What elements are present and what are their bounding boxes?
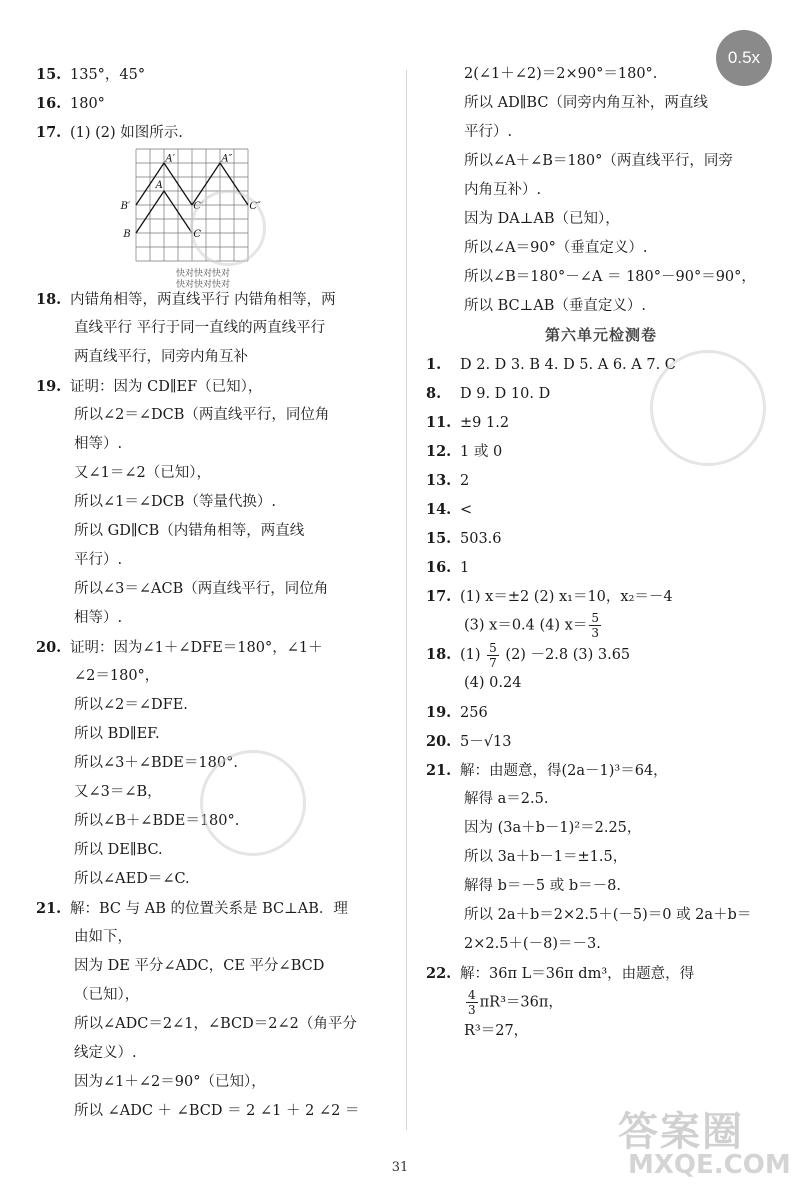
answer-item (36, 633, 392, 662)
fraction: $\frac{5}{7}$ (489, 640, 497, 670)
answer-line (36, 1068, 392, 1097)
answer-item (36, 285, 392, 314)
item-text: 由如下， (74, 929, 132, 945)
point-label: B′ (120, 201, 131, 213)
answer-item (36, 894, 392, 923)
item-text: 因为 (3a＋b－1)²＝2.25， (464, 820, 642, 836)
item-text: 180° (70, 96, 105, 112)
item-text: 内错角相等，两直线平行 内错角相等，两 (70, 292, 336, 308)
item-text: 所以∠B＝180°－∠A ＝ 180°－90°＝90°， (464, 269, 756, 285)
item-number: 11. (426, 414, 452, 431)
answer-line (426, 1017, 776, 1046)
answer-line (426, 814, 776, 843)
answer-line (426, 988, 776, 1017)
watermark-stamp (200, 750, 306, 856)
item-text: 解：36π L＝36π dm³，由题意，得 (460, 966, 695, 982)
point-label: A″ (221, 153, 233, 165)
item-text: 又∠3＝∠B， (74, 784, 162, 800)
item-text: (1) x＝±2 (2) x₁＝10，x₂＝－4 (460, 589, 673, 605)
answer-line (36, 836, 392, 865)
answer-line (426, 669, 776, 698)
item-text: < (460, 502, 473, 518)
answer-line (36, 981, 392, 1010)
item-text: 135°，45° (70, 67, 146, 83)
item-text: 又∠1＝∠2（已知）， (74, 465, 211, 481)
item-text: 解得 b＝－5 或 b＝－8. (464, 878, 621, 894)
answer-line (426, 611, 776, 640)
answer-line (426, 843, 776, 872)
item-text: 所以 AD∥BC（同旁内角互补，两直线 (464, 95, 708, 111)
item-text: 两直线平行，同旁内角互补 (74, 349, 248, 365)
answer-line (36, 575, 392, 604)
answer-line (36, 430, 392, 459)
answer-line (426, 785, 776, 814)
item-text: 线定义）. (74, 1045, 137, 1061)
item-number: 20. (36, 639, 62, 656)
answer-line (426, 205, 776, 234)
item-text: 解：由题意，得(2a－1)³＝64， (460, 763, 668, 779)
answer-item (426, 959, 776, 988)
item-text: 内角互补）. (464, 182, 542, 198)
answer-line (36, 1097, 392, 1126)
item-text: （已知）， (74, 987, 140, 1003)
answer-item (36, 60, 392, 89)
item-text: 2(∠1＋∠2)＝2×90°＝180°. (464, 66, 658, 82)
item-text: 所以 BD∥EF. (74, 726, 160, 742)
answer-item (426, 553, 776, 582)
point-label: C″ (249, 201, 261, 213)
item-number: 15. (426, 530, 452, 547)
item-text: (1) (2) 如图所示. (70, 125, 183, 141)
item-number: 14. (426, 501, 452, 518)
answer-line (36, 343, 392, 372)
item-text: 证明：因为 CD∥EF（已知）， (70, 379, 263, 395)
item-text: (3) x＝0.4 (4) x＝ (464, 617, 588, 634)
answer-line (36, 662, 392, 691)
answer-line (426, 89, 776, 118)
item-text: 证明：因为∠1＋∠DFE＝180°，∠1＋ (70, 640, 323, 656)
item-number: 21. (36, 900, 62, 917)
item-number: 22. (426, 965, 452, 982)
answer-line (36, 401, 392, 430)
answer-line (36, 314, 392, 343)
item-text: 平行）. (74, 552, 123, 568)
answer-line (36, 691, 392, 720)
item-number: 18. (36, 291, 62, 308)
point-label: A′ (165, 153, 175, 165)
answer-item (426, 495, 776, 524)
item-text: 解得 a＝2.5. (464, 791, 549, 807)
item-number: 21. (426, 762, 452, 779)
right-column (426, 60, 776, 1046)
item-text: ±9 1.2 (460, 415, 510, 431)
item-text: 所以∠2＝∠DCB（两直线平行，同位角 (74, 407, 330, 423)
item-text: 所以∠3＝∠ACB（两直线平行，同位角 (74, 581, 329, 597)
item-number: 20. (426, 733, 452, 750)
watermark-logo: 答案圈 (618, 1109, 744, 1155)
point-label: A (155, 180, 163, 192)
answer-line (426, 263, 776, 292)
item-text: (2) －2.8 (3) 3.65 (500, 647, 631, 663)
item-text: 5－√13 (460, 734, 512, 750)
answer-line (36, 517, 392, 546)
item-text: 解：BC 与 AB 的位置关系是 BC⊥AB．理 (70, 901, 348, 917)
item-text: D 2. D 3. B 4. D 5. A 6. A 7. C (460, 357, 676, 373)
item-text: 1 或 0 (460, 444, 503, 460)
item-text: 所以∠2＝∠DFE. (74, 697, 188, 713)
answer-item (426, 466, 776, 495)
answer-item (426, 756, 776, 785)
item-text: 所以 GD∥CB（内错角相等，两直线 (74, 523, 305, 539)
figure-caption: 快对快对快对 快对快对快对 (176, 269, 231, 290)
item-text: 所以∠3＋∠BDE＝180°. (74, 755, 238, 771)
item-text: 1 (460, 560, 470, 576)
item-text: ∠2＝180°， (74, 668, 160, 684)
answer-line (426, 234, 776, 263)
item-text: 2×2.5＋(－8)＝－3. (464, 936, 601, 952)
point-label: C (193, 229, 202, 241)
item-text: 所以∠A＝90°（垂直定义）. (464, 240, 648, 256)
item-text: 503.6 (460, 531, 502, 547)
watermark-stamp (650, 350, 766, 466)
item-number: 8. (426, 385, 442, 402)
item-text: 所以 ∠ADC ＋ ∠BCD ＝ 2 ∠1 ＋ 2 ∠2 ＝ (74, 1103, 360, 1119)
item-text: πR³＝36π， (479, 994, 563, 1011)
item-number: 16. (36, 95, 62, 112)
item-number: 17. (426, 588, 452, 605)
answer-item (36, 372, 392, 401)
answer-line (36, 923, 392, 952)
answer-line (36, 459, 392, 488)
fraction: $\frac{5}{3}$ (591, 611, 599, 640)
answer-line (426, 930, 776, 959)
item-text: 因为 DE 平分∠ADC，CE 平分∠BCD (74, 958, 325, 974)
item-number: 18. (426, 646, 452, 663)
answer-item (36, 118, 392, 147)
answer-line (426, 292, 776, 321)
item-number: 15. (36, 66, 62, 83)
answer-line (36, 952, 392, 981)
answer-line (36, 1010, 392, 1039)
item-number: 19. (426, 704, 452, 721)
answer-line (426, 118, 776, 147)
section-heading: 第六单元检测卷 (544, 326, 657, 344)
watermark-stamp (190, 190, 266, 266)
point-label: B (123, 229, 131, 241)
column-divider (406, 70, 407, 1130)
answer-item (426, 640, 776, 669)
item-text: 相等）. (74, 436, 123, 452)
answer-item (36, 89, 392, 118)
item-text: 所以∠1＝∠DCB（等量代换）. (74, 494, 277, 510)
item-text: 直线平行 平行于同一直线的两直线平行 (74, 320, 326, 336)
item-text: 所以∠B＋∠BDE＝180°. (74, 813, 240, 829)
item-number: 19. (36, 378, 62, 395)
answer-line (426, 147, 776, 176)
answer-item (426, 727, 776, 756)
answer-item (426, 582, 776, 611)
item-number: 16. (426, 559, 452, 576)
answer-item (426, 698, 776, 727)
answer-line (426, 60, 776, 89)
item-text: 所以∠AED＝∠C. (74, 871, 190, 887)
answer-line (426, 176, 776, 205)
item-text: 所以∠A＋∠B＝180°（两直线平行，同旁 (464, 153, 733, 169)
item-number: 17. (36, 124, 62, 141)
answer-line (36, 1039, 392, 1068)
item-text: 256 (460, 705, 488, 721)
answer-line (36, 546, 392, 575)
item-text: 所以 2a＋b＝2×2.5＋(－5)＝0 或 2a＋b＝ (464, 907, 752, 923)
item-number: 12. (426, 443, 452, 460)
zoom-badge[interactable]: 0.5x (716, 30, 772, 86)
item-text: 所以 3a＋b－1＝±1.5， (464, 849, 628, 865)
answer-line (426, 872, 776, 901)
item-text: 相等）. (74, 610, 123, 626)
answer-line (36, 865, 392, 894)
watermark-url: MXQE.COM (628, 1150, 791, 1180)
item-text: (1) (460, 647, 486, 663)
item-text: 因为 DA⊥AB（已知）， (464, 211, 620, 227)
page-number: 31 (391, 1160, 409, 1175)
fraction: $\frac{4}{3}$ (468, 988, 476, 1017)
item-text: 2 (460, 473, 470, 489)
answer-line (426, 901, 776, 930)
item-text: 所以 DE∥BC. (74, 842, 163, 858)
item-number: 1. (426, 356, 442, 373)
item-text: 平行）. (464, 124, 513, 140)
point-label: C′ (193, 201, 204, 213)
item-text: (4) 0.24 (464, 675, 522, 691)
item-text: D 9. D 10. D (460, 386, 551, 402)
item-text: 因为∠1＋∠2＝90°（已知）， (74, 1074, 266, 1090)
item-text: R³＝27， (464, 1023, 529, 1039)
answer-line (36, 720, 392, 749)
item-text: 所以 BC⊥AB（垂直定义）. (464, 298, 646, 314)
item-text: 所以∠ADC＝2∠1，∠BCD＝2∠2（角平分 (74, 1016, 357, 1032)
answer-line (36, 488, 392, 517)
answer-item (426, 524, 776, 553)
item-number: 13. (426, 472, 452, 489)
answer-line (36, 604, 392, 633)
